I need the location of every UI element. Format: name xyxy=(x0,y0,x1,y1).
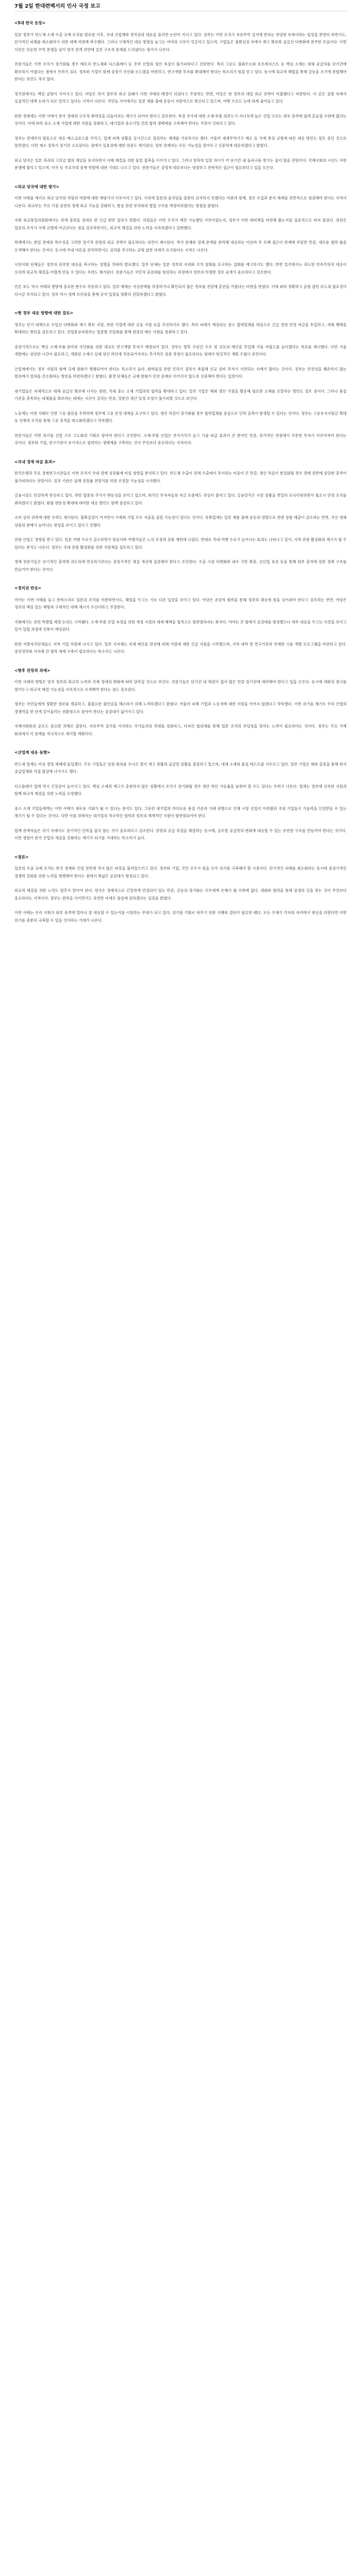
body-paragraph: 이번 사태를 계기로 외교 당국의 역할과 역량에 대한 재평가가 이루어지고 있다. 사전에 일본의 움직임을 충분히 감지하지 못했다는 비판과 함께, 정보 수집과 분석 체계를 전면적으로 점검해야 한다는 지적이 나온다. 외교부는 주요 거점 공관의 경제 외교 기능을 강화하고, 통상 관련 부처와의 협업 구조를 재정비하겠다는 방침을 밝혔다. xyxy=(14,196,347,208)
body-paragraph: 전문가들은 이번 위기를 산업 구조 고도화의 기회로 삼아야 한다고 조언한다. 소재·부품 산업은 부가가치가 높고 기술 파급 효과가 큰 분야인 만큼, 장기적인 관점에서 꾸준한 투자가 이루어져야 한다는 것이다. 정부와 기업, 연구기관이 유기적으로 협력하는 생태계를 구축하는 것이 무엇보다 중요하다는 지적이다. xyxy=(14,433,347,445)
body-paragraph: 중소 소재 기업들에게는 이번 사태가 새로운 기회가 될 수 있다는 분석도 있다. 그동안 대기업의 까다로운 품질 기준과 거래 관행으로 인해 시장 진입이 어려웠던 국내 기업들이 기술력을 인정받을 수 있는 계기가 될 수 있다는 것이다. 다만 이를 위해서는 대기업의 적극적인 협력과 정부의 체계적인 지원이 뒷받침되어야 한다. xyxy=(14,806,347,818)
section-heading: <외교 당국에 대한 평가> xyxy=(14,184,59,189)
body-paragraph: 노동계는 이번 사태로 인한 고용 불안을 우려하며 정부에 고용 안정 대책을 요구하고 있다. 생산 차질이 장기화될 경우 협력업체를 중심으로 인력 감축이 발생할 수 있다는 것이다. 정부는 고용유지지원금 확대 등 선제적 조치를 통해 고용 충격을 최소화하겠다고 약속했다. xyxy=(14,411,347,423)
body-paragraph: 디스플레이 업계 역시 긴장감이 높아지고 있다. 핵심 소재의 재고가 충분하지 않은 상황에서 조치가 장기화될 경우 생산 라인 가동률을 낮춰야 할 수도 있다는 우려가 나온다. 업계는 정부에 신속한 지원과 함께 외교적 해결을 위한 노력을 요청했다. xyxy=(14,784,347,796)
body-paragraph: 한편 경제계는 이번 사태가 한국 경제의 구조적 취약성을 되돌아보는 계기가 되어야 한다고 강조한다. 특정 국가에 대한 소재·부품 의존도가 지나치게 높은 산업 구조는 외부 충격에 쉽게 흔들릴 수밖에 없다는 것이다. 이에 따라 중소 소재 기업에 대한 지원을 강화하고, 대기업과 중소기업 간의 협력 생태계를 구축해야 한다는 주문이 잇따르고 있다. xyxy=(14,113,347,126)
section-heading: <산업계 대응 동향> xyxy=(14,750,51,755)
body-paragraph: 한편 지방자치단체들도 지역 기업 지원에 나서고 있다. 일부 지자체는 자체 예산을 편성해 피해 기업에 대한 긴급 지원을 시작했으며, 지역 대학 및 연구기관과 연계한 기술 개발 프로그램을 마련하고 있다. 중앙정부와 지자체 간 협력 체계 구축이 필요하다는 목소리도 나온다. xyxy=(14,641,347,654)
body-paragraph: 중장기적으로는 핵심 소재·부품·장비의 국산화를 위한 대규모 연구개발 투자가 예정되어 있다. 정부는 향후 수년간 수조 원 규모의 예산을 투입해 기술 자립도를 높이겠다는 목표를 제시했다. 다만 기술 개발에는 상당한 시간이 필요하고, 개발된 소재가 실제 양산 라인에 적용되기까지는 추가적인 검증 과정이 필요하다는 점에서 현실적인 계획 수립이 관건이다. xyxy=(14,344,347,357)
body-paragraph: 정치권에서는 책임 공방이 이어지고 있다. 여당은 과거 정부의 외교 실패가 이번 사태의 배경이 되었다고 주장하는 반면, 야당은 현 정부의 대일 외교 전략이 미흡했다고 비판한다. 이 같은 공방 속에서 실질적인 대책 논의가 뒤로 밀리고 있다는 지적이 나온다. 국민들 사이에서는 일본 제품 불매 운동이 자발적으로 확산되고 있으며, 여행 수요도 눈에 띄게 줄어들고 있다. xyxy=(14,91,347,104)
body-paragraph: 학계에서는 한일 관계의 특수성을 고려한 장기적 관점의 외교 전략이 필요하다는 의견이 제시된다. 역사 문제와 경제 문제를 분리해 대응하는 이른바 투 트랙 접근이 한계에 부딪힌 만큼, 새로운 협력 틀을 모색해야 한다는 것이다. 동시에 국내 여론을 관리하면서도 실리를 추구하는 균형 잡힌 자세가 요구된다는 지적도 나온다. xyxy=(14,240,347,252)
document-title: 7월 2일 한대련백서의 민사 국정 보고 xyxy=(14,4,101,9)
body-paragraph: 국회에서는 관련 특별법 제정 논의도 시작됐다. 소재·부품 산업 육성을 위한 재정 지원과 세제 혜택을 법적으로 뒷받침하자는 취지다. 여야는 큰 틀에서 공감대를 형성했으나 세부 내용을 두고는 이견을 보이고 있어 입법 과정에 진통이 예상된다. xyxy=(14,619,347,632)
section-heading: <정치권 반응> xyxy=(14,586,42,590)
body-paragraph: 소비 심리 위축에 대한 우려도 제기된다. 불확실성이 커지면서 가계와 기업 모두 지출을 줄일 가능성이 있다는 것이다. 유통업계는 일본 제품 불매 운동의 영향으로 관련 상품 매출이 감소하는 반면, 국산 대체 상품의 판매가 늘어나는 현상을 보이고 있다고 전했다. xyxy=(14,515,347,528)
section-heading: <국내 경제 파급 효과> xyxy=(14,459,56,464)
body-paragraph: 일본의 수출 규제 조치는 한국 경제와 산업 전반에 적지 않은 파장을 불러일으키고 있다. 정부와 기업, 국민 모두가 힘을 모아 위기를 극복해야 할 시점이다. 단기적인 피해를 최소화하는 동시에 중장기적인 경쟁력 강화를 위한 노력을 병행해야 한다는 점에서 폭넓은 공감대가 형성되고 있다. xyxy=(14,866,347,878)
body-paragraph: 이번 사태는 우리 사회가 외부 충격에 얼마나 잘 대응할 수 있는지를 시험하는 무대가 되고 있다. 위기를 기회로 바꾸기 위한 지혜와 결단이 필요한 때다. 모든 주체가 각자의 자리에서 최선을 다한다면 이번 위기를 충분히 극복할 수 있을 것이라는 기대가 나온다. xyxy=(14,910,347,923)
body-paragraph: 시민사회 단체들은 정부의 단호한 대응을 촉구하는 성명을 잇따라 발표했다. 일부 단체는 일본 정부의 사과와 조치 철회를 요구하는 집회를 예고하기도 했다. 반면 일각에서는 과도한 민족주의적 대응이 오히려 외교적 해결을 어렵게 만들 수 있다는 우려도 제기된다. 전문가들은 국민적 공감대를 형성하는 과정에서 정부의 투명한 정보 공개가 중요하다고 강조한다. xyxy=(14,262,347,275)
body-paragraph: 이번 사태의 향방은 양국 정부의 외교적 노력과 국제 정세의 변화에 따라 달라질 것으로 보인다. 전문가들은 단기간 내 해결이 쉽지 않은 만큼 장기전에 대비해야 한다고 입을 모은다. 동시에 대화의 창구를 열어두고 외교적 해결 가능성을 지속적으로 모색해야 한다는 점도 강조된다. xyxy=(14,680,347,692)
body-paragraph: 전문가들은 이번 조치가 장기화될 경우 메모리 반도체와 디스플레이 등 주력 산업의 생산 차질이 불가피하다고 진단한다. 특히 고순도 불화수소와 포토레지스트 등 핵심 소재는 대체 공급처를 단기간에 확보하기 어렵다는 점에서 우려가 크다. 정부와 기업이 함께 중장기 국산화 로드맵을 마련하고, 연구개발 투자를 확대해야 한다는 목소리가 힘을 얻고 있다. 동시에 외교적 해법을 통해 갈등을 조기에 봉합해야 한다는 의견도 적지 않다. xyxy=(14,62,347,81)
body-paragraph: 외교 당국은 일본 측과의 고위급 협의 채널을 유지하면서 사태 해결을 위한 물밑 접촉을 이어가고 있다. 그러나 양측의 입장 차이가 커 단기간 내 돌파구를 찾기는 쉽지 않을 전망이다. 국제사회의 시선도 이번 분쟁에 쏠리고 있으며, 미국 등 주요국의 중재 역할에 대한 기대도 나오고 있다. 전문가들은 감정적 대응보다는 냉정하고 전략적인 접근이 필요하다고 입을 모은다. xyxy=(14,158,347,170)
body-paragraph: 대기업들은 자체적으로 대체 공급선 확보에 나서는 한편, 국내 중소 소재 기업과의 협력을 확대하고 있다. 일부 기업은 해외 생산 거점을 활용해 필요한 소재를 조달하는 방안도 검토 중이다. 그러나 품질 기준을 충족하는 대체품을 확보하는 데에는 시간이 걸리는 만큼, 당분간 생산 일정 조정이 불가피할 것으로 보인다. xyxy=(14,388,347,401)
body-paragraph: 외교적 해결을 위한 노력도 멈추지 말아야 한다. 양국은 경제적으로 긴밀하게 연결되어 있는 만큼, 갈등의 장기화는 모두에게 손해가 될 수밖에 없다. 대화와 협력을 통해 상생의 길을 찾는 것이 무엇보다 중요하다는 지적이다. 정부는 원칙을 지키면서도 유연한 자세로 협상에 임하겠다는 입장을 밝혔다. xyxy=(14,888,347,901)
body-paragraph: 관광 산업도 영향을 받고 있다. 일본 여행 수요가 감소하면서 항공사와 여행사들은 노선 조정과 상품 재편에 나섰다. 반대로 국내 여행 수요가 늘어나는 효과도 나타나고 있어, 지역 관광 활성화의 계기가 될 수 있다는 분석도 나온다. 정부는 국내 관광 활성화를 위한 지원책을 검토하고 있다. xyxy=(14,537,347,550)
body-paragraph: 정부는 국민들에게 정확한 정보를 제공하고, 불필요한 불안감을 해소하기 위해 노력하겠다고 밝혔다. 아울러 피해 기업과 노동자에 대한 지원을 아끼지 않겠다고 약속했다. 이번 위기를 계기로 우리 산업의 경쟁력을 한 단계 끌어올리는 전환점으로 삼아야 한다는 공감대가 넓어지고 있다. xyxy=(14,702,347,714)
body-paragraph: 경제 전문가들은 단기적인 충격에 과도하게 반응하기보다는 중장기적인 체질 개선에 집중해야 한다고 조언한다. 수출 시장 다변화와 내수 기반 확충, 신산업 육성 등을 통해 외부 충격에 강한 경제 구조를 만들어야 한다는 것이다. xyxy=(14,560,347,572)
body-paragraph: 업계 관계자들은 위기 속에서도 장기적인 안목을 잃지 않는 것이 중요하다고 강조한다. 당장의 공급 차질을 해결하는 동시에, 글로벌 공급망의 변화에 대응할 수 있는 유연한 구조를 만들어야 한다는 것이다. 이번 경험이 한국 산업의 체질을 강화하는 계기가 되기를 기대하는 목소리가 높다. xyxy=(14,828,347,840)
body-paragraph: 한국은행과 주요 경제연구기관들은 이번 조치가 국내 경제 성장률에 미칠 영향을 분석하고 있다. 반도체 수출이 전체 수출에서 차지하는 비중이 큰 만큼, 생산 차질이 현실화될 경우 경제 전반에 상당한 충격이 불가피하다는 전망이다. 일부 기관은 올해 성장률 전망치를 하향 조정할 가능성을 시사했다. xyxy=(14,471,347,483)
document-body xyxy=(14,14,347,924)
section-heading: <5대 한국 등장> xyxy=(14,21,45,25)
body-paragraph: 언론 보도 역시 사태의 향방에 중요한 변수로 작용하고 있다. 일부 매체는 사실관계를 과장하거나 확인되지 않은 정보를 전달해 혼란을 키웠다는 비판을 받았다. 이에 따라 정확하고 균형 잡힌 보도의 필요성이 다시금 부각되고 있다. 정부 역시 정례 브리핑을 통해 공식 입장을 명확히 전달하겠다고 밝혔다. xyxy=(14,284,347,297)
body-paragraph: 여야는 이번 사태를 놓고 한목소리로 일본의 조치를 비판하면서도, 해법을 두고는 서로 다른 입장을 보이고 있다. 여당은 초당적 협력을 통해 정부의 대응에 힘을 실어줘야 한다고 강조하는 반면, 야당은 정부의 책임 있는 해명과 구체적인 대책 제시가 우선이라고 주장한다. xyxy=(14,597,347,609)
body-paragraph: 정부는 단기 대책으로 수입선 다변화와 재고 확보 지원, 관련 기업에 대한 금융 지원 등을 추진하기로 했다. 특히 피해가 예상되는 중소 협력업체를 대상으로 긴급 경영 안정 자금을 투입하고, 세제 혜택을 확대하는 방안을 검토하고 있다. 산업통상자원부는 업종별 간담회를 통해 현장의 애로 사항을 청취하고 있다. xyxy=(14,322,347,334)
body-paragraph: 국회 외교통일위원회에서는 관계 장관을 상대로 한 긴급 현안 질의가 열렸다. 의원들은 이번 조치가 예견 가능했던 사안이었는지, 정부가 어떤 대비책을 마련해 왔는지를 집중적으로 따져 물었다. 장관은 일본의 조치가 국제 규범에 어긋난다는 점을 강조하면서도, 외교적 해결을 위한 노력을 지속하겠다고 답변했다. xyxy=(14,218,347,230)
section-heading: <결론> xyxy=(14,854,29,859)
section-heading: <현 정부 대응 방향에 대한 검토> xyxy=(14,311,73,315)
body-paragraph: 일본 정부가 반도체 소재 수출 규제 조치를 발표한 이후, 국내 산업계와 정치권의 대응을 둘러싼 논란이 커지고 있다. 정부는 이번 조치가 자유무역 질서에 반하는 부당한 보복이라는 입장을 분명히 하면서도, 단기적인 피해를 최소화하기 위한 대책 마련에 착수했다. 그러나 구체적인 대응 방향을 놓고는 여야의 시각이 엇갈리고 있으며, 기업들은 불확실성 속에서 재고 확보와 공급선 다변화에 분주한 모습이다. 이번 사안은 단순한 무역 분쟁을 넘어 양국 관계 전반에 걸친 구조적 문제를 드러냈다는 평가가 나온다. xyxy=(14,32,347,52)
section-heading: <향후 전망과 과제> xyxy=(14,668,51,673)
body-paragraph: 금융시장도 민감하게 반응하고 있다. 관련 업종의 주가가 변동성을 보이고 있으며, 외국인 투자자들의 자금 흐름에도 관심이 쏠리고 있다. 금융당국은 시장 상황을 면밀히 모니터링하면서 필요시 안정 조치를 취하겠다고 밝혔다. 환율 변동성 확대에 대비한 대응 방안도 함께 점검하고 있다. xyxy=(14,493,347,505)
body-paragraph: 정부는 관계부처 합동으로 대응 태스크포스를 꾸리고, 업계 피해 상황을 실시간으로 점검하는 체계를 가동하기로 했다. 아울러 세계무역기구 제소 등 국제 통상 규범에 따른 대응 방안도 검토 중인 것으로 알려졌다. 다만 제소 절차가 장기간 소요된다는 점에서 실효성에 대한 의문도 제기된다. 정부 관계자는 모든 가능성을 열어두고 신중하게 대응하겠다고 밝혔다. xyxy=(14,135,347,148)
body-paragraph: 반도체 업계는 비상 경영 체제에 돌입했다. 주요 기업들은 임원 회의를 수시로 열어 재고 현황과 공급망 상황을 점검하고 있으며, 대체 소재의 품질 테스트를 서두르고 있다. 일부 기업은 해외 출장을 통해 현지 공급업체와 직접 협상에 나서기도 했다. xyxy=(14,761,347,774)
body-paragraph: 산업계에서는 정부 지원과 함께 규제 완화가 병행되어야 한다는 목소리가 높다. 화학물질 관련 인허가 절차가 복잡해 신규 설비 투자가 지연되는 사례가 많다는 것이다. 정부는 안전성을 훼손하지 않는 범위에서 절차를 간소화하는 방안을 마련하겠다고 밝혔다. 환경 단체들은 규제 완화가 안전 문제로 이어지지 않도록 신중해야 한다는 입장이다. xyxy=(14,366,347,379)
body-paragraph: 국제사회와의 공조도 중요한 과제로 꼽힌다. 자유무역 질서를 지지하는 국가들과의 연대를 강화하고, 다자간 협의체를 통해 일본 조치의 부당성을 알리는 노력이 필요하다는 것이다. 정부는 주요 국제 회의에서 이 문제를 적극적으로 제기할 계획이다. xyxy=(14,724,347,736)
